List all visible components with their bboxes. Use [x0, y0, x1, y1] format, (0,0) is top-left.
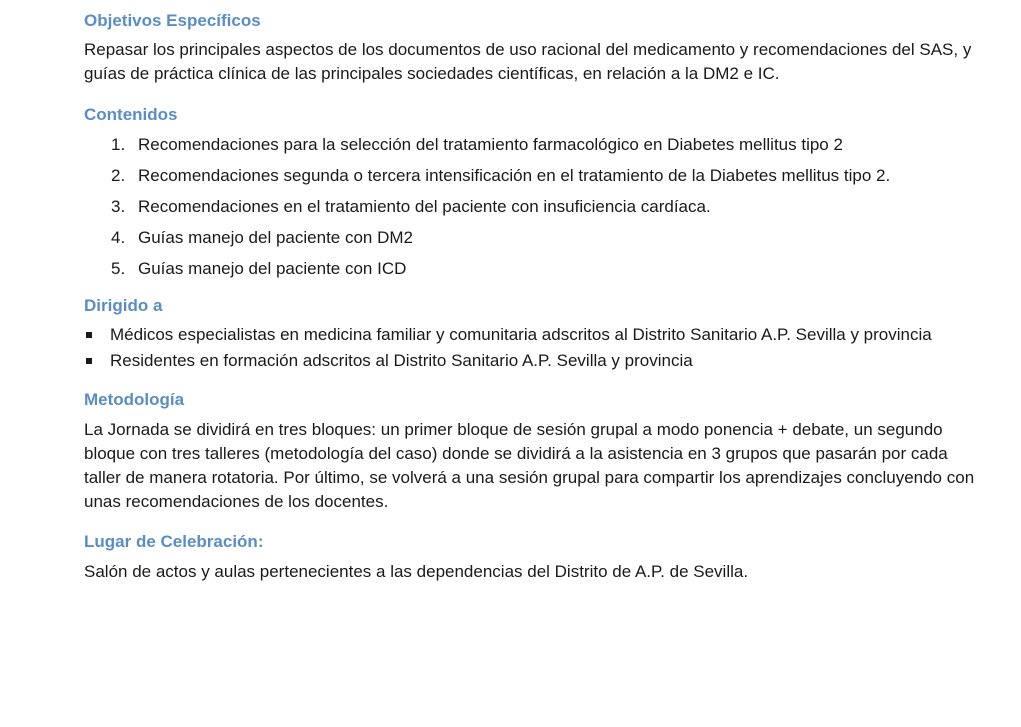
list-item-text: Recomendaciones en el tratamiento del paciente con insuficiencia cardíaca. — [138, 197, 711, 216]
section-lugar — [84, 531, 984, 584]
heading-objetivos: Objetivos Específicos — [84, 11, 261, 30]
heading-dirigido: Dirigido a — [84, 296, 163, 315]
list-number: 3. — [111, 197, 126, 216]
square-bullet-icon — [86, 358, 92, 364]
heading-contenidos: Contenidos — [84, 105, 178, 124]
list-item-text: Guías manejo del paciente con DM2 — [138, 228, 413, 247]
list-item-text: Recomendaciones para la selección del tratamiento farmacológico en Diabetes mellitus tipo 2 — [138, 135, 843, 154]
list-item — [84, 226, 984, 250]
section-dirigido — [84, 295, 984, 373]
paragraph-lugar: Salón de actos y aulas pertenecientes a las dependencias del Distrito de A.P. de Sevilla. — [84, 562, 749, 581]
list-item-text: Residentes en formación adscritos al Distrito Sanitario A.P. Sevilla y provincia — [110, 351, 693, 370]
list-number: 2. — [111, 166, 126, 185]
list-item — [84, 133, 984, 157]
list-item — [84, 257, 984, 281]
list-item-text: Guías manejo del paciente con ICD — [138, 259, 407, 278]
dirigido-list — [84, 323, 984, 373]
paragraph-objetivos: Repasar los principales aspectos de los documentos de uso racional del medicamento y recomendaciones del SAS, y guías de práctica clínica de las principales sociedades científicas, en relación a la DM2 e IC. — [84, 40, 972, 83]
list-number: 1. — [111, 135, 126, 154]
list-item — [84, 349, 984, 373]
list-item-text: Recomendaciones segunda o tercera intensificación en el tratamiento de la Diabetes mellitus tipo 2. — [138, 166, 891, 185]
list-number: 4. — [111, 228, 126, 247]
list-item — [84, 323, 984, 347]
heading-lugar: Lugar de Celebración: — [84, 532, 264, 551]
square-bullet-icon — [86, 332, 92, 338]
contenidos-list — [84, 133, 984, 281]
list-number: 5. — [111, 259, 126, 278]
list-item — [84, 195, 984, 219]
document-page — [84, 10, 984, 584]
section-metodologia — [84, 389, 984, 514]
list-item — [84, 164, 984, 188]
section-objetivos — [84, 10, 984, 86]
list-item-text: Médicos especialistas en medicina familiar y comunitaria adscritos al Distrito Sanitario A.P. Sevilla y provincia — [110, 325, 932, 344]
heading-metodologia: Metodología — [84, 390, 185, 409]
paragraph-metodologia: La Jornada se dividirá en tres bloques: un primer bloque de sesión grupal a modo ponencia + debate, un segundo bloque con tres talleres (metodología del caso) donde se dividirá a la asistencia en 3 grupos que pasarán por cada taller de manera rotatoria. Por último, se volverá a una sesión grupal para compartir los aprendizajes concluyendo con unas recomendaciones de los docentes. — [84, 420, 975, 511]
section-contenidos — [84, 104, 984, 281]
